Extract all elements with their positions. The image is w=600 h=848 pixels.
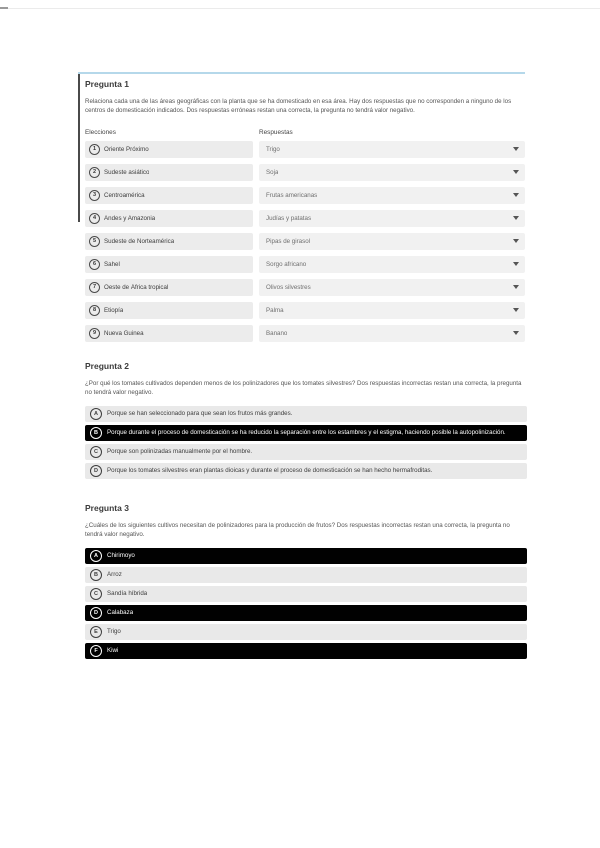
option-b[interactable] [85, 567, 527, 583]
option-c[interactable] [85, 586, 527, 602]
chevron-down-icon [513, 331, 519, 335]
question-2 [85, 358, 527, 482]
option-e[interactable] [85, 624, 527, 640]
match-row [85, 164, 525, 181]
answer-value: Pipas de girasol [266, 237, 311, 245]
match-row [85, 210, 525, 227]
question-3 [85, 500, 527, 662]
answer-select-8[interactable] [259, 302, 525, 319]
option-letter-badge: A [90, 408, 102, 420]
match-choice-3 [85, 187, 253, 204]
answer-select-3[interactable] [259, 187, 525, 204]
option-letter-badge: B [90, 427, 102, 439]
option-letter-badge: D [90, 465, 102, 477]
match-choice-9 [85, 325, 253, 342]
chevron-down-icon [513, 147, 519, 151]
window-edge-tick [0, 7, 8, 9]
match-row [85, 325, 525, 342]
match-column-headers [85, 129, 525, 136]
option-letter-badge: A [90, 550, 102, 562]
option-f[interactable] [85, 643, 527, 659]
option-a[interactable] [85, 548, 527, 564]
option-c[interactable] [85, 444, 527, 460]
match-row [85, 141, 525, 158]
answer-select-5[interactable] [259, 233, 525, 250]
question-2-intro: ¿Por qué los tomates cultivados dependen menos de los polinizadores que los tomates silvestres? Dos respuestas incorrectas restan una correcta, la pregunta no tendrá valor negativo. [85, 380, 522, 396]
choice-label: Etiopía [104, 306, 124, 314]
top-divider [0, 8, 600, 9]
option-text: Calabaza [107, 609, 134, 617]
answers-column-header: Respuestas [259, 128, 293, 136]
choice-label: Sudeste asiático [104, 168, 150, 176]
match-choice-6 [85, 256, 253, 273]
choice-number-badge: 3 [89, 190, 100, 201]
choice-label: Sudeste de Norteamérica [104, 237, 175, 245]
choice-label: Andes y Amazonia [104, 214, 156, 222]
option-text: Chirimoyo [107, 552, 135, 560]
option-text: Porque durante el proceso de domesticación se ha reducido la separación entre los estambres y el estigma, haciendo posible la autopolinización. [107, 429, 506, 437]
choice-number-badge: 6 [89, 259, 100, 270]
option-text: Trigo [107, 628, 121, 636]
answer-select-6[interactable] [259, 256, 525, 273]
option-a[interactable] [85, 406, 527, 422]
question-1-title: Pregunta 1 [85, 79, 129, 89]
answer-select-7[interactable] [259, 279, 525, 296]
choice-number-badge: 7 [89, 282, 100, 293]
choice-number-badge: 4 [89, 213, 100, 224]
choice-number-badge: 1 [89, 144, 100, 155]
match-row [85, 233, 525, 250]
option-text: Porque se han seleccionado para que sean los frutos más grandes. [107, 410, 293, 418]
match-row [85, 256, 525, 273]
match-choice-1 [85, 141, 253, 158]
choice-label: Nueva Guinea [104, 329, 144, 337]
answer-value: Banano [266, 329, 288, 337]
match-row [85, 187, 525, 204]
question-3-options [85, 548, 527, 659]
answer-select-9[interactable] [259, 325, 525, 342]
answer-select-4[interactable] [259, 210, 525, 227]
answer-value: Palma [266, 306, 284, 314]
question-2-title: Pregunta 2 [85, 361, 129, 371]
chevron-down-icon [513, 193, 519, 197]
match-choice-4 [85, 210, 253, 227]
choices-column-header: Elecciones [85, 128, 116, 136]
chevron-down-icon [513, 285, 519, 289]
question-1 [78, 72, 525, 348]
answer-select-2[interactable] [259, 164, 525, 181]
question-3-intro: ¿Cuáles de los siguientes cultivos necesitan de polinizadores para la producción de frutos? Dos respuestas incorrectas restan una correcta, la pregunta no tendrá valor negativo. [85, 522, 510, 538]
option-b[interactable] [85, 425, 527, 441]
chevron-down-icon [513, 170, 519, 174]
choice-number-badge: 8 [89, 305, 100, 316]
option-d[interactable] [85, 605, 527, 621]
option-letter-badge: B [90, 569, 102, 581]
answer-value: Frutas americanas [266, 191, 318, 199]
option-letter-badge: F [90, 645, 102, 657]
chevron-down-icon [513, 216, 519, 220]
answer-value: Judías y patatas [266, 214, 312, 222]
question-3-title: Pregunta 3 [85, 503, 129, 513]
question-2-options [85, 406, 527, 479]
question-1-intro: Relaciona cada una de las áreas geográficas con la planta que se ha domesticado en esa área. Hay dos respuestas que no corresponden a ninguno de los centros de domesticación indicados. Dos respuestas erróneas restan una correcta, la pregunta no tendrá valor negativo. [85, 98, 512, 114]
match-choice-8 [85, 302, 253, 319]
option-text: Porque los tomates silvestres eran plantas dioicas y durante el proceso de domesticación se han hecho hermafroditas. [107, 467, 433, 475]
chevron-down-icon [513, 308, 519, 312]
choice-label: Centroamérica [104, 191, 145, 199]
match-row [85, 302, 525, 319]
option-letter-badge: E [90, 626, 102, 638]
option-letter-badge: D [90, 607, 102, 619]
match-choice-2 [85, 164, 253, 181]
option-text: Arroz [107, 571, 122, 579]
answer-value: Sorgo africano [266, 260, 307, 268]
chevron-down-icon [513, 262, 519, 266]
match-row [85, 279, 525, 296]
option-text: Kiwi [107, 647, 119, 655]
chevron-down-icon [513, 239, 519, 243]
option-text: Porque son polinizadas manualmente por el hombre. [107, 448, 253, 456]
match-choice-5 [85, 233, 253, 250]
choice-number-badge: 2 [89, 167, 100, 178]
option-letter-badge: C [90, 588, 102, 600]
option-letter-badge: C [90, 446, 102, 458]
answer-value: Soja [266, 168, 279, 176]
option-text: Sandía híbrida [107, 590, 148, 598]
match-choice-7 [85, 279, 253, 296]
choice-label: Sahel [104, 260, 120, 268]
answer-value: Trigo [266, 145, 280, 153]
choice-label: Oeste de África tropical [104, 283, 169, 291]
choice-number-badge: 5 [89, 236, 100, 247]
option-d[interactable] [85, 463, 527, 479]
answer-value: Olivos silvestres [266, 283, 311, 291]
answer-select-1[interactable] [259, 141, 525, 158]
choice-number-badge: 9 [89, 328, 100, 339]
choice-label: Oriente Próximo [104, 145, 149, 153]
